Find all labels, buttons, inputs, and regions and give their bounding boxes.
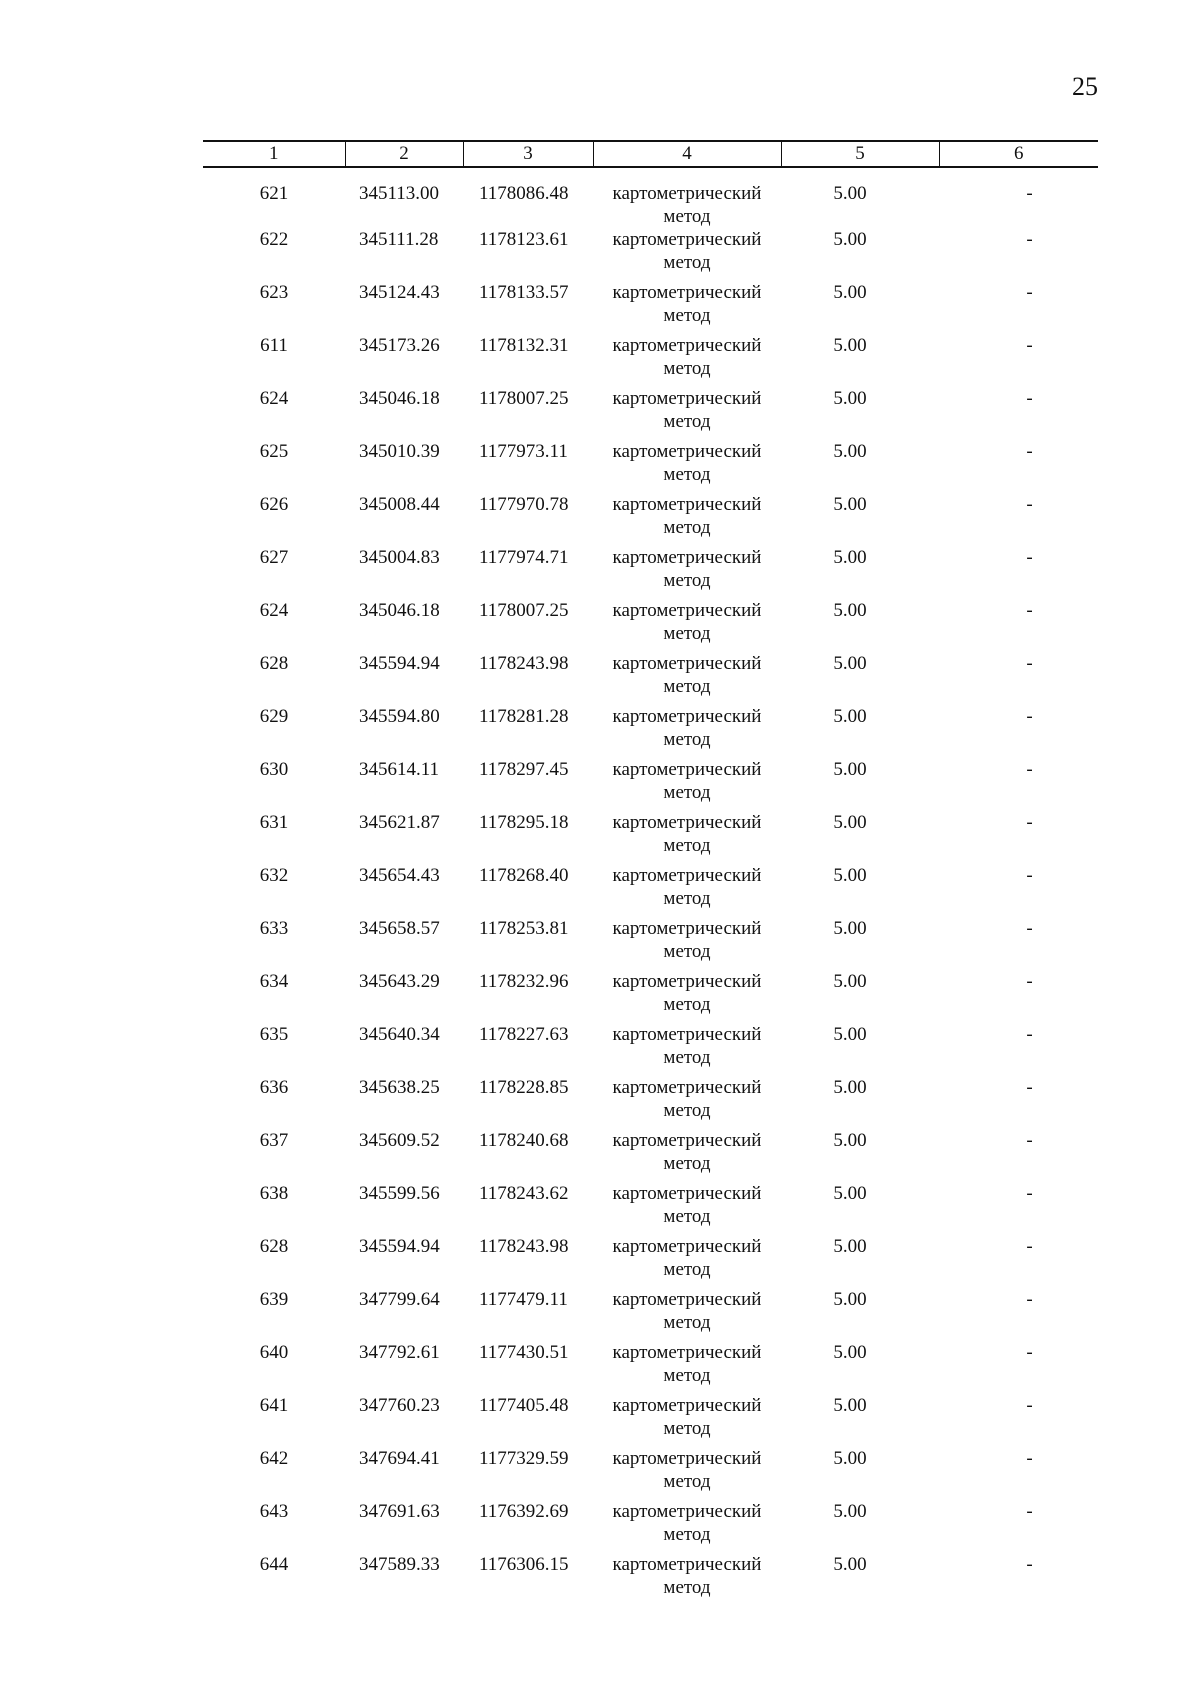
point-number-cell: 628 — [259, 1236, 289, 1257]
x-coordinate-cell: 345594.94 — [359, 1236, 440, 1257]
method-cell — [593, 970, 781, 1023]
y-coordinate-cell: 1177405.48 — [479, 1395, 569, 1416]
accuracy-cell: 5.00 — [833, 1342, 867, 1363]
accuracy-cell: 5.00 — [833, 918, 867, 939]
accuracy-cell: 5.00 — [833, 441, 867, 462]
x-coordinate-cell: 345654.43 — [359, 865, 440, 886]
accuracy-cell: 5.00 — [833, 183, 867, 204]
table-body — [203, 167, 1098, 1606]
accuracy-cell: 5.00 — [833, 1183, 867, 1204]
point-number-cell: 630 — [259, 759, 289, 780]
table-row — [203, 440, 1098, 493]
x-coordinate-cell: 347694.41 — [359, 1448, 440, 1469]
method-line-2: метод — [663, 1577, 711, 1598]
method-line-1: картометрический — [612, 865, 762, 886]
x-coordinate-cell: 345614.11 — [359, 759, 440, 780]
method-line-1: картометрический — [612, 759, 762, 780]
method-cell — [593, 1076, 781, 1129]
x-coordinate-cell: 345594.94 — [359, 653, 440, 674]
note-cell: - — [1026, 494, 1033, 515]
accuracy-cell: 5.00 — [833, 282, 867, 303]
note-cell: - — [1026, 706, 1033, 727]
method-line-2: метод — [663, 994, 711, 1015]
table-row — [203, 1235, 1098, 1288]
note-cell: - — [1026, 812, 1033, 833]
point-number-cell: 625 — [259, 441, 289, 462]
note-cell: - — [1026, 1183, 1033, 1204]
method-line-1: картометрический — [612, 1342, 762, 1363]
point-number-cell: 624 — [259, 600, 289, 621]
point-number-cell: 636 — [259, 1077, 289, 1098]
y-coordinate-cell: 1178132.31 — [479, 335, 569, 356]
method-cell — [593, 1023, 781, 1076]
y-coordinate-cell: 1178227.63 — [479, 1024, 569, 1045]
method-line-2: метод — [663, 941, 711, 962]
method-line-2: метод — [663, 464, 711, 485]
note-cell: - — [1026, 918, 1033, 939]
y-coordinate-cell: 1177973.11 — [479, 441, 568, 462]
note-cell: - — [1026, 1501, 1033, 1522]
method-line-2: метод — [663, 411, 711, 432]
method-line-2: метод — [663, 1471, 711, 1492]
note-cell: - — [1026, 759, 1033, 780]
y-coordinate-cell: 1178133.57 — [479, 282, 569, 303]
point-number-cell: 644 — [259, 1554, 289, 1575]
method-line-1: картометрический — [612, 1130, 762, 1151]
method-cell — [593, 1394, 781, 1447]
table-row — [203, 387, 1098, 440]
x-coordinate-cell: 345658.57 — [359, 918, 440, 939]
note-cell: - — [1026, 1448, 1033, 1469]
y-coordinate-cell: 1177329.59 — [479, 1448, 569, 1469]
method-cell — [593, 334, 781, 387]
table-row — [203, 1023, 1098, 1076]
point-number-cell: 623 — [259, 282, 289, 303]
method-cell — [593, 705, 781, 758]
x-coordinate-cell: 345173.26 — [359, 335, 440, 356]
method-line-2: метод — [663, 1153, 711, 1174]
table-row — [203, 1129, 1098, 1182]
accuracy-cell: 5.00 — [833, 1077, 867, 1098]
method-cell — [593, 864, 781, 917]
accuracy-cell: 5.00 — [833, 1554, 867, 1575]
note-cell: - — [1026, 1289, 1033, 1310]
point-number-cell: 621 — [259, 183, 289, 204]
method-cell — [593, 652, 781, 705]
method-line-1: картометрический — [612, 1448, 762, 1469]
method-line-1: картометрический — [612, 1289, 762, 1310]
y-coordinate-cell: 1178123.61 — [479, 229, 569, 250]
table-row — [203, 758, 1098, 811]
x-coordinate-cell: 347691.63 — [359, 1501, 440, 1522]
table-row — [203, 1553, 1098, 1606]
method-line-2: метод — [663, 1100, 711, 1121]
coordinates-table-container — [203, 140, 1098, 1606]
note-cell: - — [1026, 282, 1033, 303]
accuracy-cell: 5.00 — [833, 600, 867, 621]
note-cell: - — [1026, 1395, 1033, 1416]
accuracy-cell: 5.00 — [833, 494, 867, 515]
method-line-1: картометрический — [612, 600, 762, 621]
accuracy-cell: 5.00 — [833, 335, 867, 356]
column-header-1: 1 — [203, 141, 345, 167]
method-line-2: метод — [663, 676, 711, 697]
method-line-1: картометрический — [612, 1395, 762, 1416]
method-cell — [593, 228, 781, 281]
method-cell — [593, 758, 781, 811]
method-line-1: картометрический — [612, 918, 762, 939]
note-cell: - — [1026, 183, 1033, 204]
method-line-1: картометрический — [612, 441, 762, 462]
table-row — [203, 917, 1098, 970]
point-number-cell: 631 — [259, 812, 289, 833]
column-header-6: 6 — [939, 141, 1098, 167]
method-cell — [593, 1341, 781, 1394]
point-number-cell: 627 — [259, 547, 289, 568]
note-cell: - — [1026, 1024, 1033, 1045]
y-coordinate-cell: 1178228.85 — [479, 1077, 569, 1098]
note-cell: - — [1026, 388, 1033, 409]
table-row — [203, 1394, 1098, 1447]
method-line-1: картометрический — [612, 1236, 762, 1257]
table-row — [203, 864, 1098, 917]
point-number-cell: 635 — [259, 1024, 289, 1045]
y-coordinate-cell: 1178240.68 — [479, 1130, 569, 1151]
table-header-row — [203, 141, 1098, 167]
method-line-1: картометрический — [612, 229, 762, 250]
point-number-cell: 638 — [259, 1183, 289, 1204]
method-cell — [593, 1447, 781, 1500]
accuracy-cell: 5.00 — [833, 1395, 867, 1416]
point-number-cell: 622 — [259, 229, 289, 250]
method-line-2: метод — [663, 570, 711, 591]
y-coordinate-cell: 1177479.11 — [479, 1289, 568, 1310]
note-cell: - — [1026, 865, 1033, 886]
method-line-2: метод — [663, 1206, 711, 1227]
x-coordinate-cell: 345004.83 — [359, 547, 440, 568]
method-line-1: картометрический — [612, 183, 762, 204]
point-number-cell: 629 — [259, 706, 289, 727]
method-cell — [593, 387, 781, 440]
method-cell — [593, 811, 781, 864]
x-coordinate-cell: 347799.64 — [359, 1289, 440, 1310]
table-row — [203, 1500, 1098, 1553]
point-number-cell: 634 — [259, 971, 289, 992]
y-coordinate-cell: 1178253.81 — [479, 918, 569, 939]
accuracy-cell: 5.00 — [833, 547, 867, 568]
accuracy-cell: 5.00 — [833, 1236, 867, 1257]
note-cell: - — [1026, 1236, 1033, 1257]
method-cell — [593, 1182, 781, 1235]
note-cell: - — [1026, 1554, 1033, 1575]
accuracy-cell: 5.00 — [833, 1289, 867, 1310]
note-cell: - — [1026, 547, 1033, 568]
method-line-1: картометрический — [612, 653, 762, 674]
y-coordinate-cell: 1177974.71 — [479, 547, 569, 568]
column-header-2: 2 — [345, 141, 463, 167]
point-number-cell: 611 — [260, 335, 288, 356]
accuracy-cell: 5.00 — [833, 229, 867, 250]
method-line-2: метод — [663, 835, 711, 856]
y-coordinate-cell: 1178243.98 — [479, 1236, 569, 1257]
table-row — [203, 281, 1098, 334]
x-coordinate-cell: 345609.52 — [359, 1130, 440, 1151]
method-line-2: метод — [663, 1047, 711, 1068]
point-number-cell: 643 — [259, 1501, 289, 1522]
table-row — [203, 493, 1098, 546]
point-number-cell: 628 — [259, 653, 289, 674]
table-row — [203, 1288, 1098, 1341]
y-coordinate-cell: 1178232.96 — [479, 971, 569, 992]
table-row — [203, 334, 1098, 387]
x-coordinate-cell: 345124.43 — [359, 282, 440, 303]
table-row — [203, 1341, 1098, 1394]
point-number-cell: 639 — [259, 1289, 289, 1310]
x-coordinate-cell: 345640.34 — [359, 1024, 440, 1045]
method-line-2: метод — [663, 729, 711, 750]
method-cell — [593, 917, 781, 970]
method-line-1: картометрический — [612, 335, 762, 356]
method-line-1: картометрический — [612, 1024, 762, 1045]
accuracy-cell: 5.00 — [833, 865, 867, 886]
point-number-cell: 626 — [259, 494, 289, 515]
method-line-2: метод — [663, 252, 711, 273]
method-line-1: картометрический — [612, 388, 762, 409]
x-coordinate-cell: 345008.44 — [359, 494, 440, 515]
method-cell — [593, 1500, 781, 1553]
method-line-2: метод — [663, 888, 711, 909]
y-coordinate-cell: 1178086.48 — [479, 183, 569, 204]
page-number: 25 — [1072, 72, 1098, 101]
accuracy-cell: 5.00 — [833, 653, 867, 674]
method-cell — [593, 281, 781, 334]
note-cell: - — [1026, 600, 1033, 621]
method-line-1: картометрический — [612, 1077, 762, 1098]
method-cell — [593, 493, 781, 546]
x-coordinate-cell: 345111.28 — [359, 229, 439, 250]
point-number-cell: 642 — [259, 1448, 289, 1469]
accuracy-cell: 5.00 — [833, 759, 867, 780]
point-number-cell: 641 — [259, 1395, 289, 1416]
accuracy-cell: 5.00 — [833, 1501, 867, 1522]
table-row — [203, 705, 1098, 758]
accuracy-cell: 5.00 — [833, 1130, 867, 1151]
column-header-3: 3 — [463, 141, 593, 167]
method-line-1: картометрический — [612, 1183, 762, 1204]
method-line-2: метод — [663, 358, 711, 379]
table-row — [203, 167, 1098, 228]
y-coordinate-cell: 1177430.51 — [479, 1342, 569, 1363]
note-cell: - — [1026, 653, 1033, 674]
x-coordinate-cell: 345113.00 — [359, 183, 440, 204]
table-row — [203, 811, 1098, 864]
accuracy-cell: 5.00 — [833, 388, 867, 409]
method-line-1: картометрический — [612, 706, 762, 727]
column-header-5: 5 — [781, 141, 939, 167]
y-coordinate-cell: 1176306.15 — [479, 1554, 569, 1575]
x-coordinate-cell: 345046.18 — [359, 388, 440, 409]
point-number-cell: 637 — [259, 1130, 289, 1151]
x-coordinate-cell: 345010.39 — [359, 441, 440, 462]
method-line-2: метод — [663, 1312, 711, 1333]
accuracy-cell: 5.00 — [833, 1448, 867, 1469]
method-line-2: метод — [663, 517, 711, 538]
method-line-1: картометрический — [612, 1501, 762, 1522]
y-coordinate-cell: 1178007.25 — [479, 600, 569, 621]
method-line-2: метод — [663, 305, 711, 326]
table-row — [203, 652, 1098, 705]
note-cell: - — [1026, 441, 1033, 462]
point-number-cell: 640 — [259, 1342, 289, 1363]
method-line-2: метод — [663, 1524, 711, 1545]
method-cell — [593, 546, 781, 599]
note-cell: - — [1026, 1342, 1033, 1363]
x-coordinate-cell: 345599.56 — [359, 1183, 440, 1204]
method-line-2: метод — [663, 1418, 711, 1439]
y-coordinate-cell: 1178243.62 — [479, 1183, 569, 1204]
point-number-cell: 633 — [259, 918, 289, 939]
method-line-1: картометрический — [612, 547, 762, 568]
method-line-2: метод — [663, 623, 711, 644]
accuracy-cell: 5.00 — [833, 971, 867, 992]
y-coordinate-cell: 1177970.78 — [479, 494, 569, 515]
method-cell — [593, 1129, 781, 1182]
accuracy-cell: 5.00 — [833, 1024, 867, 1045]
y-coordinate-cell: 1176392.69 — [479, 1501, 569, 1522]
x-coordinate-cell: 345643.29 — [359, 971, 440, 992]
method-cell — [593, 1553, 781, 1606]
x-coordinate-cell: 347589.33 — [359, 1554, 440, 1575]
table-row — [203, 228, 1098, 281]
note-cell: - — [1026, 229, 1033, 250]
note-cell: - — [1026, 1130, 1033, 1151]
table-row — [203, 546, 1098, 599]
point-number-cell: 624 — [259, 388, 289, 409]
method-line-2: метод — [663, 206, 711, 227]
accuracy-cell: 5.00 — [833, 812, 867, 833]
x-coordinate-cell: 347792.61 — [359, 1342, 440, 1363]
x-coordinate-cell: 345638.25 — [359, 1077, 440, 1098]
table-row — [203, 970, 1098, 1023]
method-line-1: картометрический — [612, 812, 762, 833]
method-line-2: метод — [663, 1259, 711, 1280]
method-line-2: метод — [663, 782, 711, 803]
method-line-1: картометрический — [612, 1554, 762, 1575]
coordinates-table — [203, 140, 1098, 1606]
method-line-1: картометрический — [612, 971, 762, 992]
method-cell — [593, 167, 781, 228]
method-line-2: метод — [663, 1365, 711, 1386]
accuracy-cell: 5.00 — [833, 706, 867, 727]
note-cell: - — [1026, 335, 1033, 356]
x-coordinate-cell: 347760.23 — [359, 1395, 440, 1416]
column-header-4: 4 — [593, 141, 781, 167]
method-cell — [593, 440, 781, 493]
method-cell — [593, 599, 781, 652]
y-coordinate-cell: 1178243.98 — [479, 653, 569, 674]
y-coordinate-cell: 1178295.18 — [479, 812, 569, 833]
x-coordinate-cell: 345594.80 — [359, 706, 440, 727]
method-line-1: картометрический — [612, 494, 762, 515]
method-line-1: картометрический — [612, 282, 762, 303]
table-row — [203, 1182, 1098, 1235]
x-coordinate-cell: 345046.18 — [359, 600, 440, 621]
note-cell: - — [1026, 971, 1033, 992]
table-row — [203, 599, 1098, 652]
method-cell — [593, 1235, 781, 1288]
y-coordinate-cell: 1178007.25 — [479, 388, 569, 409]
method-cell — [593, 1288, 781, 1341]
x-coordinate-cell: 345621.87 — [359, 812, 440, 833]
point-number-cell: 632 — [259, 865, 289, 886]
table-row — [203, 1447, 1098, 1500]
y-coordinate-cell: 1178281.28 — [479, 706, 569, 727]
table-row — [203, 1076, 1098, 1129]
note-cell: - — [1026, 1077, 1033, 1098]
y-coordinate-cell: 1178268.40 — [479, 865, 569, 886]
y-coordinate-cell: 1178297.45 — [479, 759, 569, 780]
